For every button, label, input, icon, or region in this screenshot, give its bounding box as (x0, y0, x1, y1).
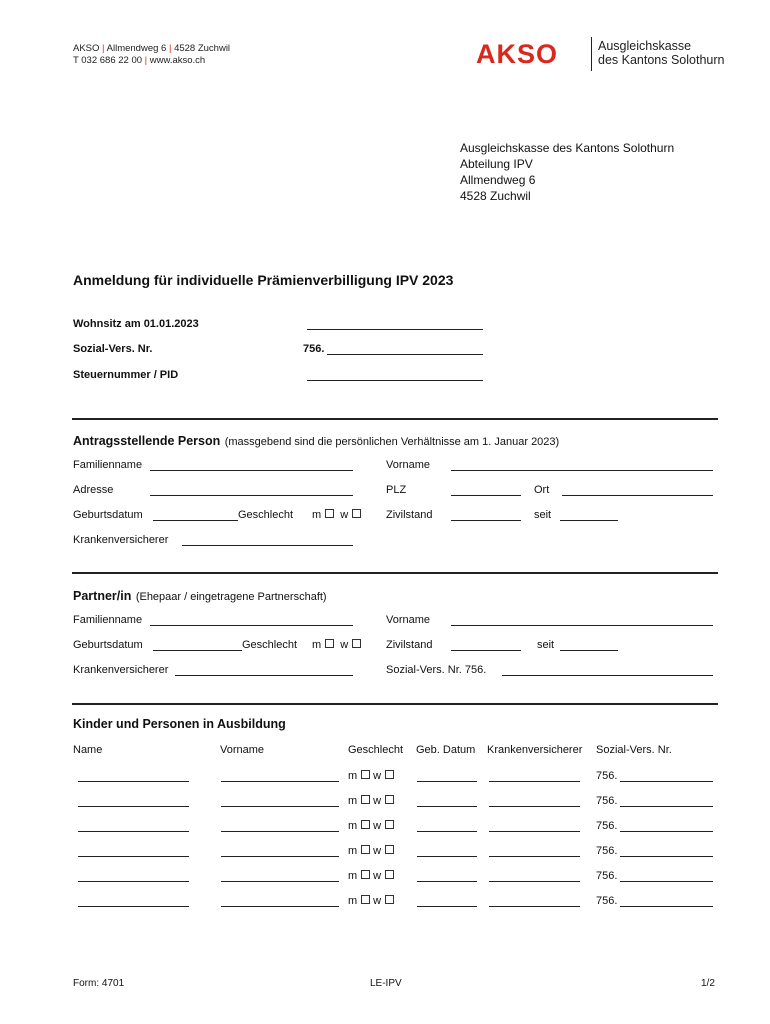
child-krankenversicherer-field[interactable] (489, 856, 580, 857)
w-label: w (340, 639, 349, 651)
m-label: m (348, 820, 358, 832)
recipient-line: Allmendweg 6 (460, 173, 536, 187)
child-geschlecht-options (348, 820, 397, 832)
child-krankenversicherer-field[interactable] (489, 831, 580, 832)
child-geb-datum-field[interactable] (417, 806, 477, 807)
steuer-label: Steuernummer / PID (73, 369, 179, 381)
w-checkbox[interactable] (352, 639, 361, 648)
child-vorname-field[interactable] (221, 831, 339, 832)
m-checkbox[interactable] (361, 870, 370, 879)
separator: | (144, 55, 148, 66)
m-label: m (348, 845, 358, 857)
child-vorname-field[interactable] (221, 881, 339, 882)
col-sozial: Sozial-Vers. Nr. (596, 744, 672, 756)
recipient-line: Abteilung IPV (460, 157, 533, 171)
child-krankenversicherer-field[interactable] (489, 781, 580, 782)
children-heading: Kinder und Personen in Ausbildung (73, 717, 286, 731)
m-checkbox[interactable] (361, 770, 370, 779)
w-checkbox[interactable] (385, 870, 394, 879)
geschlecht-options (312, 509, 364, 521)
section-divider (72, 703, 718, 705)
m-label: m (312, 639, 322, 651)
m-label: m (348, 870, 358, 882)
ort-field[interactable] (562, 495, 713, 496)
recipient-address (460, 140, 674, 204)
wohnsitz-label: Wohnsitz am 01.01.2023 (73, 318, 199, 330)
partner-heading (73, 587, 327, 605)
child-sozial-prefix: 756. (596, 770, 618, 782)
col-krankenversicherer: Krankenversicherer (487, 744, 583, 756)
child-sozial-prefix: 756. (596, 895, 618, 907)
logo-name-line-2: des Kantons Solothurn (598, 53, 725, 67)
seit-label: seit (534, 509, 552, 521)
w-checkbox[interactable] (385, 820, 394, 829)
section-divider (72, 572, 718, 574)
logo-name-line-1: Ausgleichskasse (598, 39, 692, 53)
sozial-prefix: 756. (303, 343, 325, 355)
child-name-field[interactable] (78, 856, 189, 857)
child-geschlecht-options (348, 895, 397, 907)
applicant-heading (73, 432, 559, 450)
child-sozial-field[interactable] (620, 881, 713, 882)
footer-code: LE-IPV (370, 978, 402, 989)
w-label: w (373, 845, 382, 857)
adresse-label: Adresse (73, 484, 114, 496)
partner-sozial-label: Sozial-Vers. Nr. (386, 664, 462, 676)
w-checkbox[interactable] (352, 509, 361, 518)
adresse-field[interactable] (150, 495, 353, 496)
w-checkbox[interactable] (385, 845, 394, 854)
vorname-label: Vorname (386, 459, 431, 471)
child-geb-datum-field[interactable] (417, 881, 477, 882)
child-sozial-field[interactable] (620, 781, 713, 782)
m-label: m (348, 770, 358, 782)
sozial-label: Sozial-Vers. Nr. (73, 343, 153, 355)
w-label: w (373, 870, 382, 882)
geburtsdatum-field[interactable] (153, 520, 238, 521)
col-name: Name (73, 744, 103, 756)
partner-geburtsdatum-field[interactable] (153, 650, 242, 651)
partner-sozial-prefix: 756. (464, 664, 487, 676)
partner-geburtsdatum-label: Geburtsdatum (73, 639, 143, 651)
partner-seit-label: seit (537, 639, 555, 651)
col-vorname: Vorname (220, 744, 265, 756)
sender-street: Allmendweg 6 (106, 43, 167, 54)
partner-krankenversicherer-field[interactable] (175, 675, 353, 676)
child-krankenversicherer-field[interactable] (489, 806, 580, 807)
child-vorname-field[interactable] (221, 906, 339, 907)
recipient-line: Ausgleichskasse des Kantons Solothurn (460, 141, 675, 155)
child-geschlecht-options (348, 770, 397, 782)
partner-familienname-label: Familienname (73, 614, 143, 626)
partner-vorname-field[interactable] (451, 625, 713, 626)
krankenversicherer-field[interactable] (182, 545, 353, 546)
w-label: w (340, 509, 349, 521)
sozial-field[interactable] (327, 354, 483, 355)
plz-field[interactable] (451, 495, 521, 496)
sender-line-2 (73, 55, 205, 66)
akso-logo-mark (476, 39, 584, 67)
geschlecht-label: Geschlecht (238, 509, 294, 521)
m-checkbox[interactable] (361, 895, 370, 904)
child-geschlecht-options (348, 845, 397, 857)
partner-zivilstand-field[interactable] (451, 650, 521, 651)
section-divider (72, 418, 718, 420)
w-label: w (373, 895, 382, 907)
m-checkbox[interactable] (361, 795, 370, 804)
sender-org: AKSO (73, 43, 100, 54)
child-vorname-field[interactable] (221, 856, 339, 857)
child-sozial-prefix: 756. (596, 795, 618, 807)
child-geb-datum-field[interactable] (417, 856, 477, 857)
w-checkbox[interactable] (385, 895, 394, 904)
m-label: m (312, 509, 322, 521)
footer-page: 1/2 (701, 978, 715, 989)
child-sozial-field[interactable] (620, 806, 713, 807)
familienname-label: Familienname (73, 459, 143, 471)
sender-zip: 4528 Zuchwil (174, 43, 231, 54)
w-label: w (373, 770, 382, 782)
zivilstand-label: Zivilstand (386, 509, 433, 521)
sender-line-1 (73, 43, 230, 54)
krankenversicherer-label: Krankenversicherer (73, 534, 169, 546)
separator: | (168, 43, 172, 54)
m-label: m (348, 895, 358, 907)
col-geschlecht: Geschlecht (348, 744, 404, 756)
footer-form: Form: 4701 (73, 978, 125, 989)
vorname-field[interactable] (451, 470, 713, 471)
child-krankenversicherer-field[interactable] (489, 906, 580, 907)
child-geschlecht-options (348, 870, 397, 882)
child-sozial-field[interactable] (620, 856, 713, 857)
child-vorname-field[interactable] (221, 781, 339, 782)
partner-sozial (386, 664, 486, 676)
m-checkbox[interactable] (325, 509, 334, 518)
logo-text: AKSO (476, 39, 559, 67)
wohnsitz-field[interactable] (307, 329, 483, 330)
child-geb-datum-field[interactable] (417, 781, 477, 782)
separator: | (102, 43, 105, 54)
child-name-field[interactable] (78, 806, 189, 807)
plz-label: PLZ (386, 484, 407, 496)
applicant-note: (massgebend sind die persönlichen Verhältnisse am 1. Januar 2023) (224, 436, 560, 448)
akso-logo (476, 39, 584, 67)
col-geb-datum: Geb. Datum (416, 744, 476, 756)
child-geschlecht-options (348, 795, 397, 807)
partner-seit-field[interactable] (560, 650, 618, 651)
partner-sozial-field[interactable] (502, 675, 713, 676)
partner-title: Partner/in (73, 589, 132, 603)
familienname-field[interactable] (150, 470, 353, 471)
partner-familienname-field[interactable] (150, 625, 353, 626)
sender-phone: T 032 686 22 00 (73, 55, 143, 66)
w-checkbox[interactable] (385, 795, 394, 804)
applicant-title: Antragsstellende Person (73, 434, 221, 448)
m-checkbox[interactable] (361, 845, 370, 854)
seit-field[interactable] (560, 520, 618, 521)
sender-web: www.akso.ch (149, 55, 206, 66)
m-checkbox[interactable] (325, 639, 334, 648)
child-krankenversicherer-field[interactable] (489, 881, 580, 882)
m-checkbox[interactable] (361, 820, 370, 829)
steuer-field[interactable] (307, 380, 483, 381)
child-name-field[interactable] (78, 831, 189, 832)
w-label: w (373, 795, 382, 807)
partner-zivilstand-label: Zivilstand (386, 639, 433, 651)
ort-label: Ort (534, 484, 550, 496)
child-sozial-prefix: 756. (596, 820, 618, 832)
child-name-field[interactable] (78, 781, 189, 782)
logo-org-name (598, 39, 724, 67)
partner-geschlecht-options (312, 639, 364, 651)
child-geb-datum-field[interactable] (417, 906, 477, 907)
child-sozial-field[interactable] (620, 831, 713, 832)
child-sozial-prefix: 756. (596, 870, 618, 882)
partner-krankenversicherer-label: Krankenversicherer (73, 664, 169, 676)
recipient-line: 4528 Zuchwil (460, 189, 531, 203)
geburtsdatum-label: Geburtsdatum (73, 509, 143, 521)
w-label: w (373, 820, 382, 832)
child-name-field[interactable] (78, 906, 189, 907)
zivilstand-field[interactable] (451, 520, 521, 521)
w-checkbox[interactable] (385, 770, 394, 779)
partner-geschlecht-label: Geschlecht (242, 639, 298, 651)
child-sozial-field[interactable] (620, 906, 713, 907)
page-title: Anmeldung für individuelle Prämienverbilligung IPV 2023 (73, 272, 454, 288)
partner-note: (Ehepaar / eingetragene Partnerschaft) (135, 591, 327, 603)
logo-divider (591, 37, 592, 71)
child-geb-datum-field[interactable] (417, 831, 477, 832)
child-vorname-field[interactable] (221, 806, 339, 807)
m-label: m (348, 795, 358, 807)
partner-vorname-label: Vorname (386, 614, 431, 626)
child-sozial-prefix: 756. (596, 845, 618, 857)
child-name-field[interactable] (78, 881, 189, 882)
